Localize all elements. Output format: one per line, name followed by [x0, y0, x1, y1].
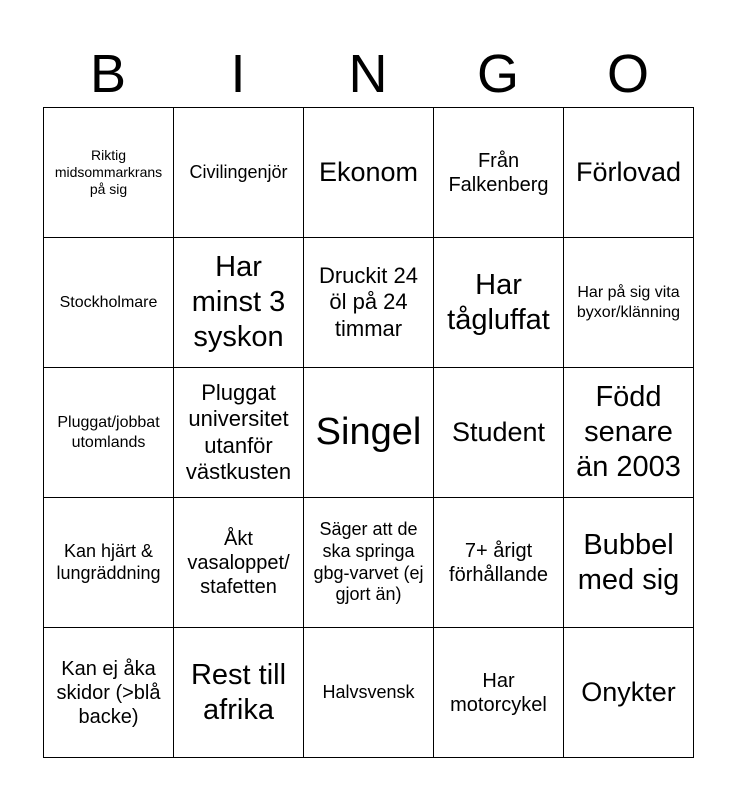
cell-text: Riktig midsommarkrans på sig [54, 147, 163, 197]
cell-text: Förlovad [575, 157, 682, 188]
cell-text: Pluggat universitet utanför västkusten [185, 379, 292, 484]
cell-text: Född senare än 2003 [576, 381, 681, 483]
bingo-cell[interactable] [564, 368, 694, 498]
cell-text: Kan hjärt & lungräddning [56, 540, 161, 583]
cell-text: Halvsvensk [322, 681, 415, 702]
cell-text: Ekonom [318, 157, 419, 188]
cell-text: Onykter [581, 677, 676, 708]
header-letter-g: G [476, 44, 519, 104]
bingo-cell[interactable] [174, 368, 304, 498]
bingo-cell[interactable] [304, 108, 434, 238]
bingo-cell[interactable] [304, 238, 434, 368]
cell-text: Druckit 24 öl på 24 timmar [318, 262, 419, 341]
bingo-cell[interactable] [564, 238, 694, 368]
cell-text: Pluggat/jobbat utomlands [57, 414, 160, 451]
header-letter-o: O [606, 44, 649, 104]
bingo-cell[interactable] [434, 238, 564, 368]
bingo-cell[interactable] [44, 368, 174, 498]
cell-text: 7+ årigt förhållande [449, 539, 548, 586]
cell-text: Har minst 3 syskon [191, 251, 286, 353]
cell-text: Åkt vasaloppet/ stafetten [187, 527, 290, 598]
cell-text: Säger att de ska springa gbg-varvet (ej gjort än) [313, 519, 424, 605]
cell-text: Kan ej åka skidor (>blå backe) [56, 657, 161, 728]
cell-text: Singel [315, 410, 422, 453]
bingo-cell[interactable] [564, 498, 694, 628]
bingo-cell[interactable] [434, 108, 564, 238]
bingo-cell[interactable] [304, 498, 434, 628]
bingo-cell[interactable] [434, 628, 564, 758]
cell-text: Rest till afrika [190, 658, 287, 726]
cell-text: Har på sig vita byxor/klänning [576, 284, 681, 321]
bingo-board [43, 107, 694, 758]
cell-text: Bubbel med sig [577, 528, 680, 596]
bingo-cell[interactable] [564, 108, 694, 238]
cell-text: Har tågluffat [447, 268, 550, 336]
cell-text: Stockholmare [59, 293, 158, 311]
cell-text: Civilingenjör [189, 161, 288, 182]
cell-text: Student [451, 417, 546, 448]
bingo-header [43, 40, 693, 108]
bingo-cell[interactable] [174, 498, 304, 628]
cell-text: Från Falkenberg [448, 149, 549, 196]
header-letter-n: N [348, 44, 388, 104]
bingo-cell[interactable] [44, 108, 174, 238]
bingo-cell[interactable] [44, 238, 174, 368]
bingo-cell[interactable] [44, 498, 174, 628]
bingo-cell[interactable] [174, 108, 304, 238]
header-letter-i: I [230, 44, 246, 104]
bingo-cell[interactable] [434, 368, 564, 498]
bingo-cell[interactable] [304, 628, 434, 758]
bingo-cell[interactable] [434, 498, 564, 628]
bingo-cell[interactable] [44, 628, 174, 758]
bingo-cell[interactable] [564, 628, 694, 758]
header-letter-b: B [89, 44, 127, 104]
bingo-cell[interactable] [304, 368, 434, 498]
bingo-cell[interactable] [174, 238, 304, 368]
bingo-cell[interactable] [174, 628, 304, 758]
cell-text: Har motorcykel [450, 669, 547, 716]
